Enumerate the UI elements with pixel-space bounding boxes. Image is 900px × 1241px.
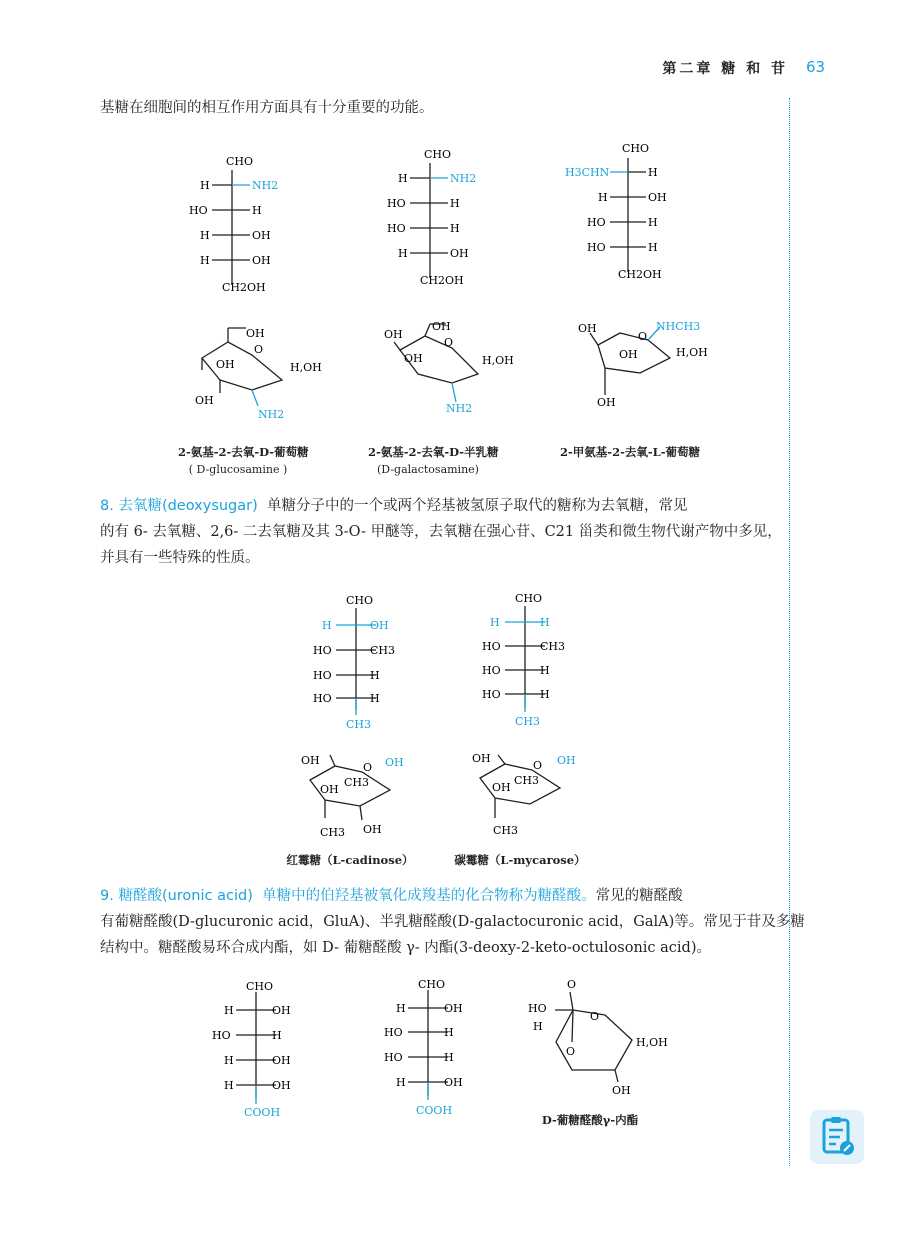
svg-text:H: H [450,222,460,235]
svg-text:OH: OH [472,752,491,765]
svg-text:H,OH: H,OH [290,361,322,374]
svg-text:H: H [224,1079,234,1092]
svg-text:HO: HO [212,1029,231,1042]
svg-text:H: H [272,1029,282,1042]
svg-text:HO: HO [482,664,501,677]
svg-text:H: H [648,241,658,254]
svg-text:H: H [224,1054,234,1067]
svg-text:H,OH: H,OH [636,1036,668,1049]
svg-text:CH2OH: CH2OH [420,274,464,287]
svg-text:OH: OH [597,396,616,409]
section9-line1: 9. 糖醛酸(uronic acid) 单糖中的伯羟基被氧化成羧基的化合物称为糖醛酸。常见的糖醛酸 [100,888,683,904]
svg-text:H: H [370,692,380,705]
svg-text:H: H [533,1020,543,1033]
uronic-acid-labels [212,978,668,1119]
svg-text:H: H [370,669,380,682]
svg-text:HO: HO [482,688,501,701]
svg-text:H: H [648,166,658,179]
svg-text:OH: OH [619,348,638,361]
svg-text:OH: OH [432,320,451,333]
svg-text:CH3: CH3 [344,776,370,789]
svg-text:NH2: NH2 [258,408,285,421]
svg-text:HO: HO [387,197,406,210]
section8-line1: 8. 去氧糖(deoxysugar) 单糖分子中的一个或两个羟基被氢原子取代的糖称为去氧糖，常见 [100,498,688,514]
svg-text:CHO: CHO [346,594,374,607]
section8-line3: 并具有一些特殊的性质。 [100,550,260,566]
svg-text:O: O [638,330,648,343]
svg-text:HO: HO [189,204,208,217]
deoxysugar-structures [0,580,900,850]
svg-text:OH: OH [272,1054,291,1067]
svg-text:O: O [533,759,543,772]
svg-text:OH: OH [370,619,389,632]
svg-text:CH3: CH3 [346,718,372,731]
svg-text:COOH: COOH [244,1106,281,1119]
svg-text:HO: HO [387,222,406,235]
section9-definition: 单糖中的伯羟基被氧化成羧基的化合物称为糖醛酸。 [262,888,596,904]
svg-text:CH3: CH3 [514,774,540,787]
caption-glucosamine-latin: ( D-glucosamine ) [188,463,288,476]
svg-text:OH: OH [450,247,469,260]
section8-heading: 8. 去氧糖(deoxysugar) [100,498,258,514]
svg-text:O: O [254,343,264,356]
svg-text:OH: OH [252,254,271,267]
svg-text:HO: HO [313,692,332,705]
svg-text:H: H [398,172,408,185]
svg-text:H: H [598,191,608,204]
svg-text:OH: OH [404,352,423,365]
svg-text:H,OH: H,OH [676,346,708,359]
caption-mycarose: 碳霉糖（L-mycarose） [454,853,586,867]
svg-text:O: O [444,336,454,349]
svg-text:OH: OH [385,756,404,769]
svg-text:OH: OH [648,191,667,204]
svg-text:O: O [590,1010,600,1023]
intro-text: 基糖在细胞间的相互作用方面具有十分重要的功能。 [100,100,434,116]
svg-text:H: H [540,664,550,677]
svg-text:OH: OH [272,1079,291,1092]
svg-text:OH: OH [363,823,382,836]
svg-text:H: H [648,216,658,229]
svg-text:HO: HO [313,644,332,657]
svg-text:HO: HO [482,640,501,653]
svg-text:CHO: CHO [424,148,452,161]
svg-text:H: H [396,1002,406,1015]
svg-text:OH: OH [216,358,235,371]
aminosugar-structures [0,0,900,480]
svg-text:HO: HO [313,669,332,682]
svg-text:H: H [450,197,460,210]
svg-text:COOH: COOH [416,1104,453,1117]
page-number: 63 [806,58,826,76]
svg-text:H: H [224,1004,234,1017]
section9-line3: 结构中。糖醛酸易环合成内酯，如 D- 葡糖醛酸 γ- 内酯(3-deoxy-2-keto-octulosonic acid)。 [100,940,711,956]
svg-text:CH3: CH3 [320,826,346,839]
svg-text:O: O [363,761,373,774]
uronic-acid-structures [0,970,900,1130]
svg-text:CH2OH: CH2OH [222,281,266,294]
svg-text:H: H [490,616,500,629]
svg-text:HO: HO [587,216,606,229]
svg-text:H: H [444,1026,454,1039]
svg-text:H: H [252,204,262,217]
svg-text:CHO: CHO [622,142,650,155]
svg-text:CH3: CH3 [515,715,541,728]
svg-text:H: H [322,619,332,632]
svg-text:H: H [200,254,210,267]
chapter-title: 第二章 糖 和 苷 [662,61,788,77]
svg-text:OH: OH [272,1004,291,1017]
aminosugar-labels [189,142,708,421]
svg-text:CH3: CH3 [370,644,396,657]
svg-text:OH: OH [252,229,271,242]
svg-text:CHO: CHO [246,980,274,993]
section9-heading: 9. 糖醛酸(uronic acid) [100,888,253,904]
notes-icon-glyph [810,1110,864,1164]
svg-text:CH3: CH3 [493,824,519,837]
svg-text:CHO: CHO [418,978,446,991]
svg-text:O: O [566,1045,576,1058]
svg-text:OH: OH [246,327,265,340]
svg-text:H: H [200,229,210,242]
svg-text:O: O [567,978,577,991]
caption-glucuronolactone: D-葡糖醛酸γ-内酯 [541,1113,639,1127]
svg-text:NH2: NH2 [446,402,473,415]
svg-text:HO: HO [384,1026,403,1039]
svg-text:OH: OH [195,394,214,407]
svg-text:OH: OH [557,754,576,767]
caption-galactosamine-latin: (D-galactosamine) [377,463,479,476]
svg-text:HO: HO [384,1051,403,1064]
svg-text:OH: OH [384,328,403,341]
svg-text:H3CHN: H3CHN [565,166,610,179]
svg-text:NH2: NH2 [450,172,477,185]
svg-text:NHCH3: NHCH3 [656,320,701,333]
svg-text:OH: OH [492,781,511,794]
svg-text:H,OH: H,OH [482,354,514,367]
svg-text:OH: OH [444,1002,463,1015]
svg-text:CH3: CH3 [540,640,566,653]
svg-text:HO: HO [587,241,606,254]
svg-text:H: H [200,179,210,192]
svg-text:H: H [396,1076,406,1089]
svg-text:OH: OH [444,1076,463,1089]
caption-glucosamine: 2-氨基-2-去氧-D-葡萄糖 [178,445,309,459]
svg-text:H: H [540,616,550,629]
notes-icon[interactable] [810,1110,864,1164]
svg-text:NH2: NH2 [252,179,279,192]
caption-galactosamine: 2-氨基-2-去氧-D-半乳糖 [368,445,499,459]
svg-text:OH: OH [612,1084,631,1097]
svg-text:CH2OH: CH2OH [618,268,662,281]
caption-cladinose: 红霉糖（L-cadinose） [286,853,414,867]
svg-text:CHO: CHO [226,155,254,168]
svg-text:OH: OH [320,783,339,796]
svg-text:H: H [540,688,550,701]
svg-text:OH: OH [301,754,320,767]
svg-text:H: H [444,1051,454,1064]
svg-text:OH: OH [578,322,597,335]
caption-methylglucosamine: 2-甲氨基-2-去氧-L-葡萄糖 [560,445,700,459]
section8-line2: 的有 6- 去氧糖、2,6- 二去氧糖及其 3-O- 甲醚等，去氧糖在强心苷、C21 甾类和微生物代谢产物中多见， [100,524,782,540]
svg-text:H: H [398,247,408,260]
svg-text:HO: HO [528,1002,547,1015]
svg-text:CHO: CHO [515,592,543,605]
section9-line2: 有葡糖醛酸(D-glucuronic acid，GluA)、半乳糖醛酸(D-galactocuronic acid，GalA)等。常见于苷及多糖 [100,914,805,930]
